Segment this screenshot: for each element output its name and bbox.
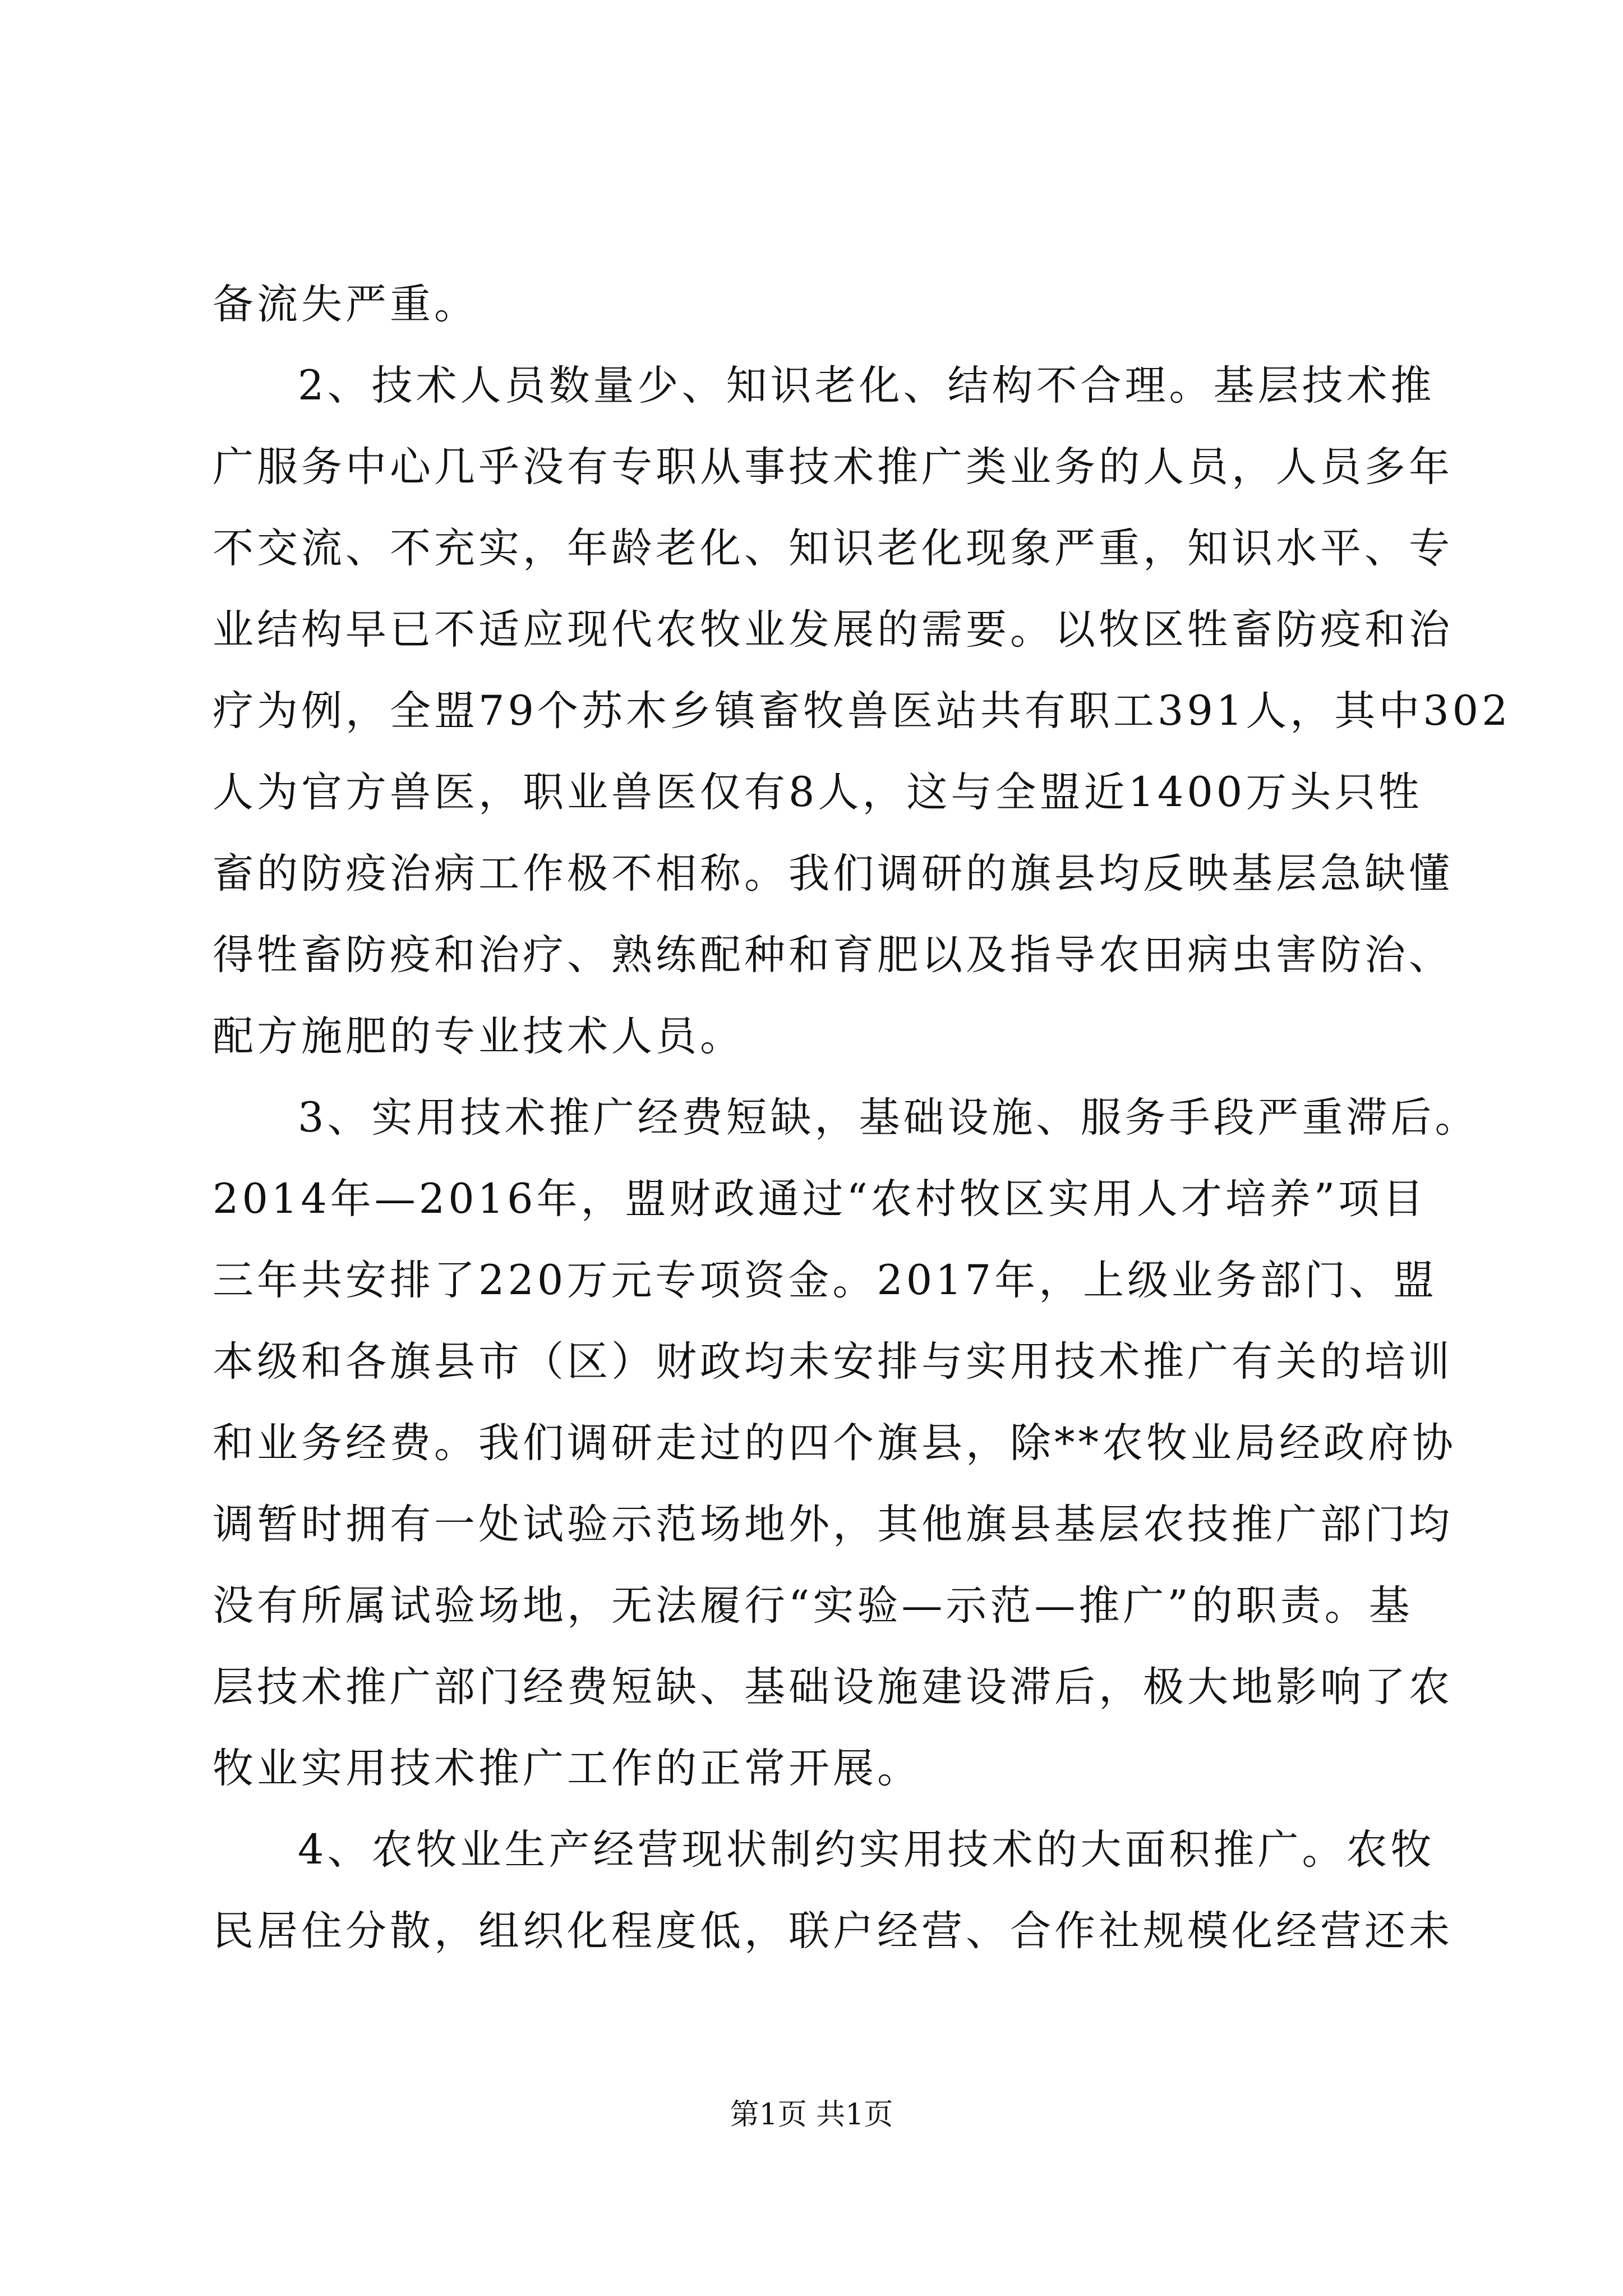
body-text-line: 畜的防疫治病工作极不相称。我们调研的旗县均反映基层急缺懂 <box>213 850 1453 898</box>
paragraph-2-first-line: 2、技术人员数量少、知识老化、结构不合理。基层技术推 <box>298 362 1435 409</box>
body-text-line: 人为官方兽医，职业兽医仅有8人，这与全盟近1400万头只牲 <box>213 769 1423 816</box>
body-text-line: 2014年—2016年，盟财政通过“农村牧区实用人才培养”项目 <box>213 1175 1427 1223</box>
body-text-line: 没有所属试验场地，无法履行“实验—示范—推广”的职责。基 <box>213 1582 1413 1630</box>
body-text-line: 疗为例，全盟79个苏木乡镇畜牧兽医站共有职工391人，其中302 <box>213 687 1511 735</box>
body-text-line: 牧业实用技术推广工作的正常开展。 <box>213 1745 921 1792</box>
body-text-line: 广服务中心几乎没有专职从事技术推广类业务的人员，人员多年 <box>213 443 1453 491</box>
paragraph-3-first-line: 3、实用技术推广经费短缺，基础设施、服务手段严重滞后。 <box>298 1094 1479 1142</box>
body-text-line: 得牲畜防疫和治疗、熟练配种和育肥以及指导农田病虫害防治、 <box>213 931 1453 979</box>
paragraph-4-first-line: 4、农牧业生产经营现状制约实用技术的大面积推广。农牧 <box>298 1826 1435 1874</box>
page-footer: 第1页 共1页 <box>730 2098 893 2132</box>
body-text-line: 本级和各旗县市（区）财政均未安排与实用技术推广有关的培训 <box>213 1338 1453 1386</box>
body-text-line: 调暂时拥有一处试验示范场地外，其他旗县基层农技推广部门均 <box>213 1501 1453 1548</box>
body-text-line: 不交流、不充实，年龄老化、知识老化现象严重，知识水平、专 <box>213 524 1453 572</box>
body-text-line: 三年共安排了220万元专项资金。2017年，上级业务部门、盟 <box>213 1257 1438 1304</box>
body-text-line: 和业务经费。我们调研走过的四个旗县，除**农牧业局经政府协 <box>213 1419 1456 1467</box>
body-text-line: 配方施肥的专业技术人员。 <box>213 1013 744 1060</box>
body-text-line: 备流失严重。 <box>213 280 478 328</box>
body-text-line: 层技术推广部门经费短缺、基础设施建设滞后，极大地影响了农 <box>213 1663 1453 1711</box>
body-text-line: 民居住分散，组织化程度低，联户经营、合作社规模化经营还未 <box>213 1907 1453 1955</box>
body-text-line: 业结构早已不适应现代农牧业发展的需要。以牧区牲畜防疫和治 <box>213 606 1453 654</box>
